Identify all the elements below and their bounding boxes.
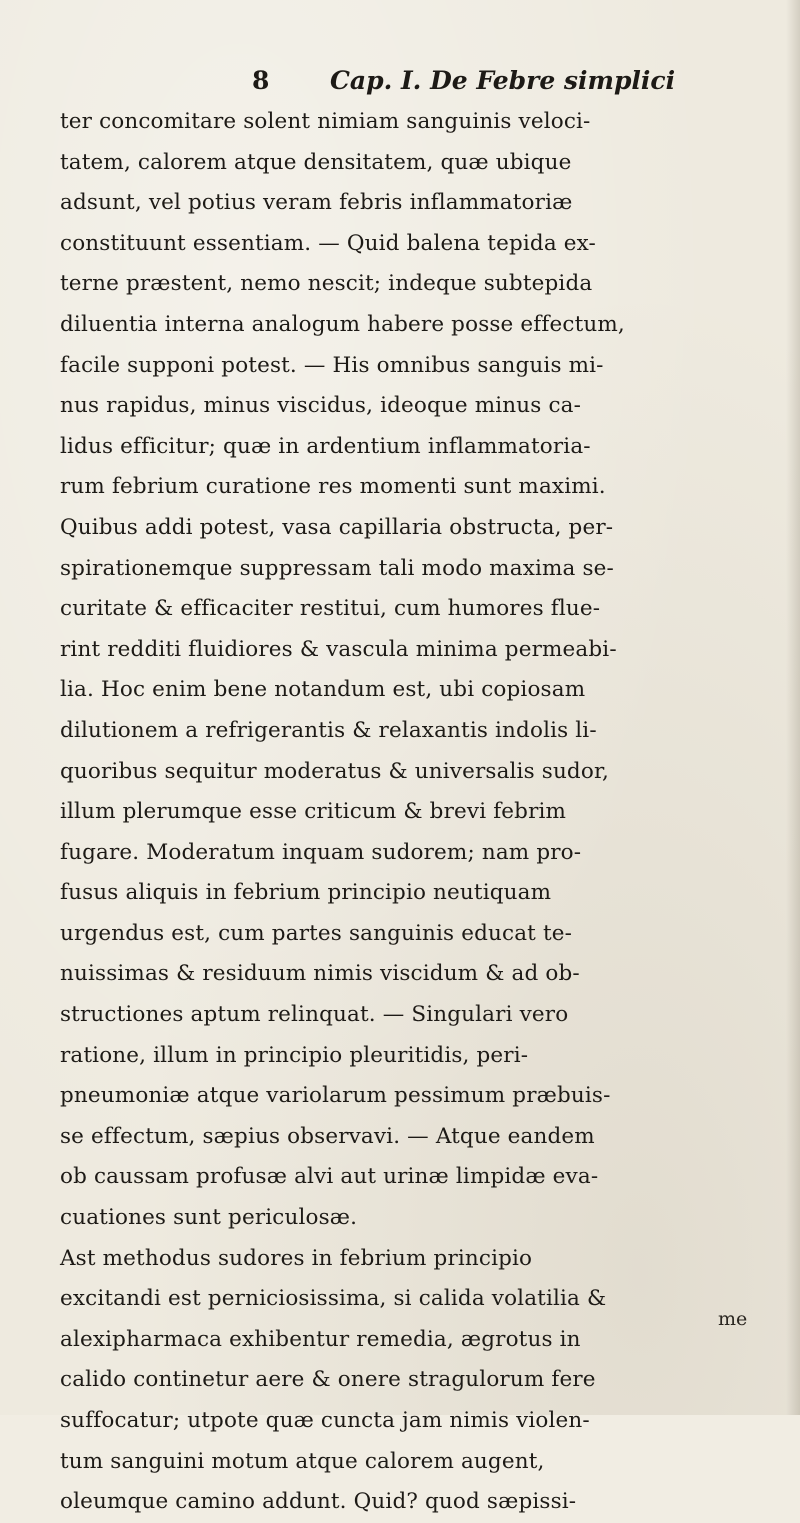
body-text xyxy=(60,102,780,1523)
text-line: cuationes sunt periculosæ. xyxy=(60,1205,358,1231)
text-line: nuissimas & residuum nimis viscidum & ad ob- xyxy=(60,961,580,987)
text-line: pneumoniæ atque variolarum pessimum præbuis- xyxy=(60,1083,611,1109)
text-line: nus rapidus, minus viscidus, ideoque minus ca- xyxy=(60,393,582,419)
text-line: structiones aptum relinquat. — Singulari vero xyxy=(60,1002,569,1028)
text-line: dilutionem a refrigerantis & relaxantis indolis li- xyxy=(60,717,597,743)
text-line: curitate & efficaciter restitui, cum humores flue- xyxy=(60,596,601,622)
running-title: Cap. I. De Febre simplici xyxy=(330,66,676,95)
text-line: tum sanguini motum atque calorem augent, xyxy=(60,1448,545,1474)
text-line: adsunt, vel potius veram febris inflammatoriæ xyxy=(60,190,573,216)
text-line: facile supponi potest. — His omnibus sanguis mi- xyxy=(60,352,604,378)
text-line: urgendus est, cum partes sanguinis educat te- xyxy=(60,920,573,946)
page-number: 8 xyxy=(252,66,270,95)
text-line: oleumque camino addunt. Quid? quod sæpissi- xyxy=(60,1489,577,1515)
text-line: rum febrium curatione res momenti sunt maximi. xyxy=(60,474,606,500)
text-line: terne præstent, nemo nescit; indeque subtepida xyxy=(60,271,593,297)
text-line: alexipharmaca exhibentur remedia, ægrotus in xyxy=(60,1326,581,1352)
text-line: ratione, illum in principio pleuritidis, peri- xyxy=(60,1042,529,1068)
text-line: Quibus addi potest, vasa capillaria obstructa, per- xyxy=(60,514,614,540)
text-line: Ast methodus sudores in febrium principio xyxy=(60,1245,533,1271)
text-line: quoribus sequitur moderatus & universalis sudor, xyxy=(60,758,609,784)
text-line: calido continetur aere & onere stragulorum fere xyxy=(60,1367,596,1393)
text-line: lia. Hoc enim bene notandum est, ubi copiosam xyxy=(60,677,586,703)
text-line: suffocatur; utpote quæ cuncta jam nimis violen- xyxy=(60,1408,590,1433)
text-line: excitandi est perniciosissima, si calida volatilia & xyxy=(60,1286,607,1312)
text-line: diluentia interna analogum habere posse effectum, xyxy=(60,311,625,337)
text-line: fusus aliquis in febrium principio neutiquam xyxy=(60,880,552,906)
text-line: illum plerumque esse criticum & brevi febrim xyxy=(60,799,567,825)
catchword: me xyxy=(718,1308,748,1330)
text-line: ob caussam profusæ alvi aut urinæ limpidæ eva- xyxy=(60,1164,599,1190)
text-line: fugare. Moderatum inquam sudorem; nam pro- xyxy=(60,839,582,865)
text-line: tatem, calorem atque densitatem, quæ ubique xyxy=(60,149,572,175)
text-line: ter concomitare solent nimiam sanguinis veloci- xyxy=(60,109,591,134)
text-line: spirationemque suppressam tali modo maxima se- xyxy=(60,555,614,581)
text-line: constituunt essentiam. — Quid balena tepida ex- xyxy=(60,230,596,256)
text-line: se effectum, sæpius observavi. — Atque eandem xyxy=(60,1123,595,1149)
page-header xyxy=(252,66,772,100)
text-line: lidus efficitur; quæ in ardentium inflammatoria- xyxy=(60,433,591,459)
text-line: rint redditi fluidiores & vascula minima permeabi- xyxy=(60,636,617,662)
page-edge-shadow xyxy=(786,0,800,1415)
